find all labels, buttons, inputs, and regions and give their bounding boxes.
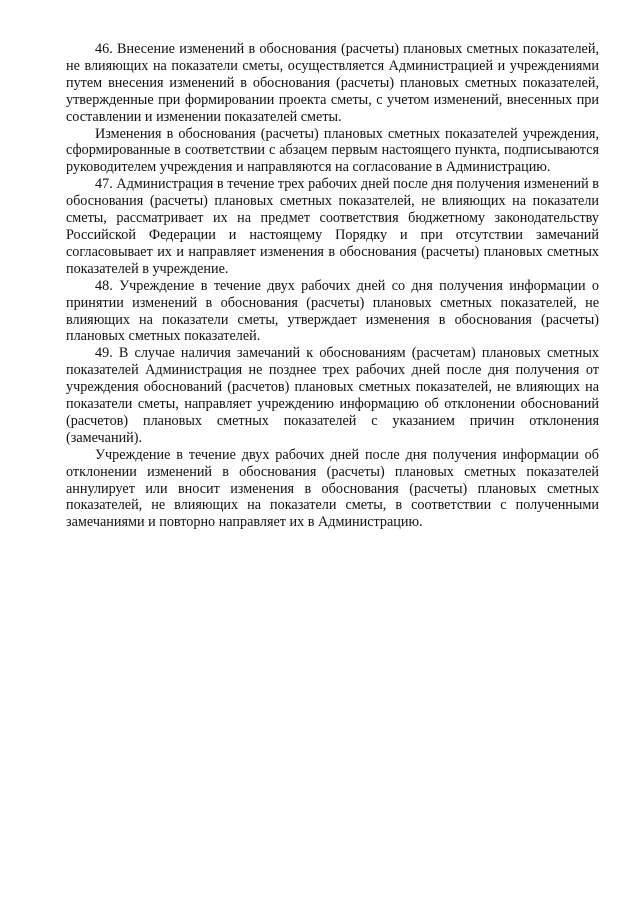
paragraph-46: 46. Внесение изменений в обоснования (расчеты) плановых сметных показателей, не влияющих на показатели сметы, осуществляется Администрацией и учреждениями путем внесения изменений в обоснования (расчеты) плановых сметных показателей, утвержденные при формировании проекта сметы, с учетом изменений, внесенных при составлении и изменении показателей сметы. — [66, 41, 599, 125]
paragraph-49: 49. В случае наличия замечаний к обоснованиям (расчетам) плановых сметных показателей Администрация не позднее трех рабочих дней после дня получения от учреждения обоснований (расчетов) плановых сметных показателей, не влияющих на показатели сметы, направляет учреждению информацию об отклонении обоснований (расчетов) плановых сметных показателей с указанием причин отклонения (замечаний). — [66, 345, 599, 446]
paragraph-46-addendum: Изменения в обоснования (расчеты) плановых сметных показателей учреждения, сформированные в соответствии с абзацем первым настоящего пункта, подписываются руководителем учреждения и направляются на согласование в Администрацию. — [66, 125, 599, 176]
paragraph-48: 48. Учреждение в течение двух рабочих дней со дня получения информации о принятии изменений в обоснования (расчеты) плановых сметных показателей, не влияющих на показатели сметы, утверждает изменения в обоснования (расчеты) плановых сметных показателей. — [66, 277, 599, 345]
document-page — [66, 41, 599, 531]
paragraph-49-addendum: Учреждение в течение двух рабочих дней после дня получения информации об отклонении изменений в обоснования (расчеты) плановых сметных показателей аннулирует или вносит изменения в обоснования (расчеты) плановых сметных показателей, не влияющих на показатели сметы, в соответствии с полученными замечаниями и повторно направляет их в Администрацию. — [66, 446, 599, 531]
paragraph-47: 47. Администрация в течение трех рабочих дней после дня получения изменений в обоснования (расчеты) плановых сметных показателей, не влияющих на показатели сметы, рассматривает их на предмет соответствия бюджетному законодательству Российской Федерации и настоящему Порядку и при отсутствии замечаний согласовывает их и направляет изменения в обоснования (расчеты) плановых сметных показателей в учреждение. — [66, 176, 599, 277]
